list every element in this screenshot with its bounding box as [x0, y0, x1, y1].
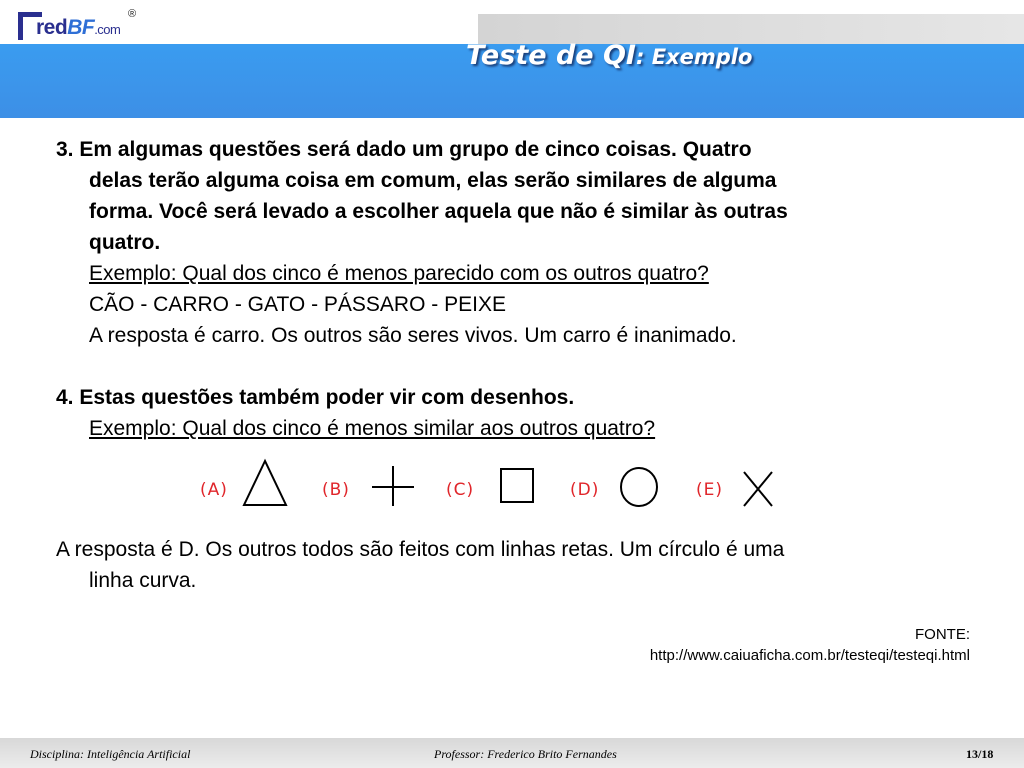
item-4-example: Exemplo: Qual dos cinco é menos similar aos outros quatro? [89, 417, 656, 440]
footer-professor: Professor: Frederico Brito Fernandes [434, 747, 617, 761]
triangle-icon [240, 458, 290, 508]
source-note [650, 624, 970, 666]
logo-f-icon [18, 12, 28, 40]
item-3-options: CÃO - CARRO - GATO - PÁSSARO - PEIXE [89, 293, 506, 316]
item-3-answer: A resposta é carro. Os outros são seres vivos. Um carro é inanimado. [89, 324, 737, 347]
source-label: FONTE: [915, 626, 970, 643]
registered-mark: ® [128, 8, 137, 20]
item-3-lead: 3. Em algumas questões será dado um grupo de cinco coisas. Quatro [56, 138, 752, 161]
answer-line: linha curva. [89, 569, 197, 592]
shape-label: (B) [322, 480, 350, 500]
shape-label: (E) [696, 480, 724, 500]
shape-options [196, 458, 786, 510]
item-3-line: forma. Você será levado a escolher aquela que não é similar às outras [89, 200, 788, 223]
item-4-lead: 4. Estas questões também poder vir com desenhos. [56, 386, 575, 409]
shape-label: (C) [446, 480, 475, 500]
x-icon [740, 458, 780, 508]
item-3-line: quatro. [89, 231, 161, 254]
square-icon [498, 458, 538, 508]
item-4-answer [56, 534, 976, 596]
footer-bar [0, 738, 1024, 768]
circle-icon [618, 458, 662, 508]
answer-line: A resposta é D. Os outros todos são feitos com linhas retas. Um círculo é uma [56, 538, 785, 561]
page-number: 13/18 [966, 747, 994, 761]
shape-label: (D) [570, 480, 600, 500]
footer-course: Disciplina: Inteligência Artificial [30, 747, 191, 761]
slide-content [56, 134, 976, 444]
logo-text: redBF.com [36, 16, 121, 39]
item-3-line: delas terão alguma coisa em comum, elas serão similares de alguma [89, 169, 777, 192]
item-3-example: Exemplo: Qual dos cinco é menos parecido com os outros quatro? [89, 262, 709, 285]
plus-icon [370, 458, 416, 508]
source-url: http://www.caiuaficha.com.br/testeqi/testeqi.html [649, 647, 970, 664]
slide-title: Teste de QI: Exemplo [466, 40, 753, 71]
shape-label: (A) [200, 480, 228, 500]
